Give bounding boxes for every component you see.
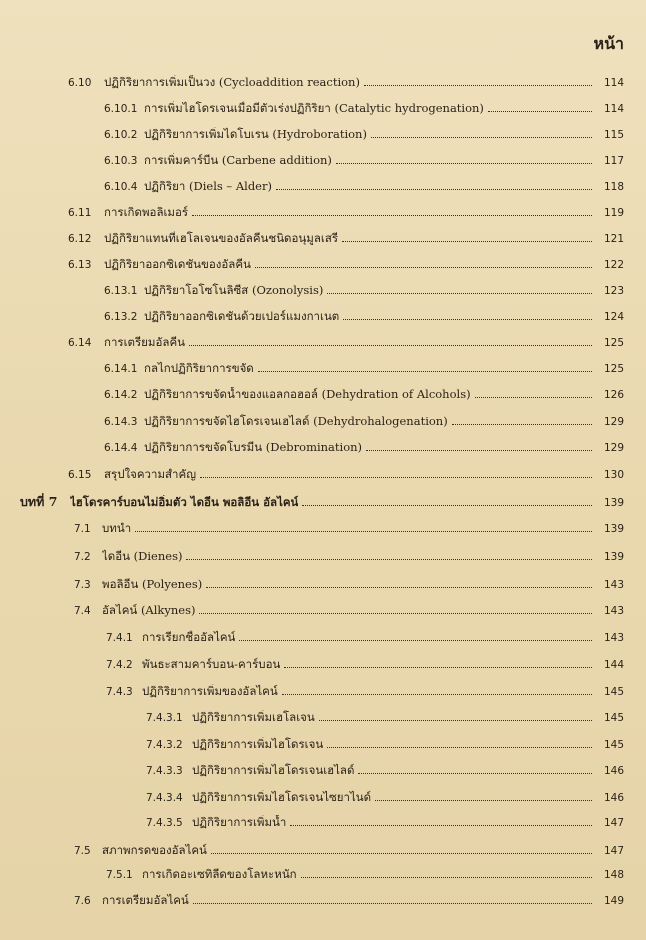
page-number: 149 [603, 895, 624, 907]
section-title: ปฏิกิริยาออกซิเดชันของอัลคีน [104, 257, 251, 271]
section-number: 7.5 [74, 845, 91, 857]
section-title: ปฏิกิริยาการเพิ่มไดโบเรน (Hydroboration) [144, 127, 367, 141]
section-number: 7.4 [74, 605, 91, 617]
page-number: 139 [603, 497, 624, 509]
section-title: ปฏิกิริยาแทนที่เฮโลเจนของอัลคีนชนิดอนุมูลเสรี [104, 231, 339, 245]
page-number: 114 [603, 77, 624, 89]
toc-entry [74, 521, 624, 537]
dot-leader [284, 667, 592, 668]
section-number: 7.4.2 [106, 659, 133, 671]
dot-leader [375, 800, 592, 801]
section-title: ปฏิกิริยาออกซิเดชันด้วยเปอร์แมงกาเนต [144, 309, 340, 323]
chapter-number: บทที่ 7 [20, 494, 58, 509]
toc-entry [104, 440, 624, 456]
dot-leader [211, 853, 592, 854]
toc-entry [104, 361, 624, 377]
dot-leader [258, 371, 592, 372]
section-title: ปฏิกิริยาการเพิ่มของอัลไคน์ [142, 684, 278, 698]
section-number: 6.12 [68, 233, 92, 245]
toc-entry [106, 630, 624, 646]
dot-leader [358, 773, 592, 774]
section-number: 6.13.2 [104, 311, 138, 323]
toc-entry [146, 815, 624, 831]
toc-entry [104, 179, 624, 195]
toc-entry [146, 790, 624, 806]
toc-entry [146, 763, 624, 779]
section-number: 7.6 [74, 895, 91, 907]
toc-chapter-entry [20, 494, 624, 511]
page-number: 125 [603, 363, 624, 375]
page-number: 125 [603, 337, 624, 349]
page-number: 147 [603, 817, 624, 829]
toc-entry [74, 893, 624, 909]
dot-leader [301, 877, 592, 878]
section-number: 6.13 [68, 259, 92, 271]
section-number: 6.14.3 [104, 416, 138, 428]
section-title: พอลิอีน (Polyenes) [102, 577, 203, 591]
dot-leader [192, 215, 592, 216]
section-number: 6.14.1 [104, 363, 138, 375]
page-number: 118 [603, 181, 624, 193]
dot-leader [371, 137, 592, 138]
section-number: 7.2 [74, 551, 91, 563]
toc-entry [106, 657, 624, 673]
dot-leader [200, 477, 592, 478]
toc-entry [68, 335, 624, 351]
page-number: 145 [603, 712, 624, 724]
page-number: 129 [603, 416, 624, 428]
dot-leader [452, 424, 592, 425]
section-number: 6.14.2 [104, 389, 138, 401]
page-number: 146 [603, 765, 624, 777]
page-number: 139 [603, 551, 624, 563]
toc-entry [74, 577, 624, 593]
page-number: 126 [603, 389, 624, 401]
dot-leader [302, 505, 592, 506]
dot-leader [290, 825, 592, 826]
toc-entry [146, 737, 624, 753]
section-number: 6.10.3 [104, 155, 138, 167]
chapter-title: ไฮโดรคาร์บอนไม่อิ่มตัว ไดอีน พอลิอีน อัลไคน์ [70, 495, 299, 509]
dot-leader [475, 397, 592, 398]
section-title: การเตรียมอัลคีน [104, 335, 185, 349]
section-title: บทนำ [102, 521, 132, 535]
page-number: 119 [603, 207, 624, 219]
section-title: อัลไคน์ (Alkynes) [102, 603, 196, 617]
section-number: 7.4.3.5 [146, 817, 183, 829]
dot-leader [342, 241, 592, 242]
section-number: 6.10 [68, 77, 92, 89]
section-title: ปฏิกิริยาการเพิ่มเป็นวง (Cycloaddition reaction) [104, 75, 360, 89]
page-number: 115 [603, 129, 624, 141]
toc-entry [104, 387, 624, 403]
dot-leader [319, 720, 592, 721]
page-number: 147 [603, 845, 624, 857]
toc-entry [68, 467, 624, 483]
dot-leader [189, 345, 592, 346]
page-column-header: หน้า [593, 34, 624, 53]
toc-entry [104, 153, 624, 169]
section-number: 6.13.1 [104, 285, 138, 297]
section-number: 7.4.3 [106, 686, 133, 698]
page-number: 130 [603, 469, 624, 481]
page-number: 143 [603, 605, 624, 617]
section-number: 6.15 [68, 469, 92, 481]
toc-entry [68, 231, 624, 247]
section-title: ปฏิกิริยาการขจัดไฮโดรเจนเฮไลด์ (Dehydrohalogenation) [144, 414, 448, 428]
section-title: ปฏิกิริยาการขจัดโบรมีน (Debromination) [144, 440, 363, 454]
page-number: 145 [603, 739, 624, 751]
section-title: สรุปใจความสำคัญ [104, 467, 197, 481]
toc-entry [68, 75, 624, 91]
toc-entry [68, 257, 624, 273]
page-number: 124 [603, 311, 624, 323]
section-number: 7.4.3.4 [146, 792, 183, 804]
dot-leader [276, 189, 592, 190]
dot-leader [255, 267, 592, 268]
dot-leader [186, 559, 592, 560]
toc-entry [146, 710, 624, 726]
section-number: 6.10.2 [104, 129, 138, 141]
section-title: การเตรียมอัลไคน์ [102, 893, 189, 907]
dot-leader [239, 640, 592, 641]
toc-entry [104, 283, 624, 299]
page-number: 144 [603, 659, 624, 671]
section-title: ปฏิกิริยาการเพิ่มเฮโลเจน [192, 710, 315, 724]
toc-entry [104, 127, 624, 143]
section-number: 7.4.3.2 [146, 739, 183, 751]
section-number: 7.4.1 [106, 632, 133, 644]
toc-entry [68, 205, 624, 221]
page-number: 143 [603, 579, 624, 591]
section-number: 7.4.3.3 [146, 765, 183, 777]
page-number: 122 [603, 259, 624, 271]
toc-entry [104, 309, 624, 325]
section-number: 6.11 [68, 207, 92, 219]
section-title: ปฏิกิริยาการเพิ่มน้ำ [192, 815, 287, 829]
page-number: 117 [603, 155, 624, 167]
dot-leader [199, 613, 592, 614]
dot-leader [366, 450, 592, 451]
section-title: การเพิ่มคาร์บีน (Carbene addition) [144, 153, 332, 167]
page-number: 146 [603, 792, 624, 804]
dot-leader [327, 747, 592, 748]
section-title: การเพิ่มไฮโดรเจนเมื่อมีตัวเร่งปฏิกิริยา (Catalytic hydrogenation) [144, 101, 484, 115]
toc-entry [104, 101, 624, 117]
page-number: 145 [603, 686, 624, 698]
section-title: การเกิดอะเซทิลีดของโลหะหนัก [142, 867, 297, 881]
section-title: พันธะสามคาร์บอน-คาร์บอน [142, 657, 281, 671]
dot-leader [282, 694, 592, 695]
dot-leader [206, 587, 592, 588]
dot-leader [488, 111, 592, 112]
section-number: 7.3 [74, 579, 91, 591]
section-title: ไดอีน (Dienes) [102, 549, 183, 563]
page-number: 129 [603, 442, 624, 454]
section-number: 6.14.4 [104, 442, 138, 454]
section-title: สภาพกรดของอัลไคน์ [102, 843, 207, 857]
page-number: 148 [603, 869, 624, 881]
section-title: ปฏิกิริยาการเพิ่มไฮโดรเจนไซยาไนด์ [192, 790, 372, 804]
section-number: 6.10.1 [104, 103, 138, 115]
dot-leader [135, 531, 592, 532]
page-number: 139 [603, 523, 624, 535]
toc-entry [104, 414, 624, 430]
toc-entry [106, 867, 624, 883]
section-title: ปฏิกิริยาการขจัดน้ำของแอลกอฮอล์ (Dehydration of Alcohols) [144, 387, 471, 401]
section-number: 7.1 [74, 523, 91, 535]
page-number: 114 [603, 103, 624, 115]
section-title: ปฏิกิริยาโอโซโนลิซีส (Ozonolysis) [144, 283, 324, 297]
section-number: 7.4.3.1 [146, 712, 183, 724]
section-number: 6.14 [68, 337, 92, 349]
toc-entry [74, 603, 624, 619]
section-title: ปฏิกิริยาการเพิ่มไฮโดรเจนเฮไลด์ [192, 763, 355, 777]
page-number: 143 [603, 632, 624, 644]
section-title: ปฏิกิริยา (Diels – Alder) [144, 179, 272, 193]
section-title: การเกิดพอลิเมอร์ [104, 205, 189, 219]
dot-leader [193, 903, 592, 904]
dot-leader [343, 319, 592, 320]
toc-entry [74, 843, 624, 859]
dot-leader [364, 85, 592, 86]
page-number: 121 [603, 233, 624, 245]
section-title: การเรียกชื่ออัลไคน์ [142, 630, 236, 644]
page-number: 123 [603, 285, 624, 297]
dot-leader [327, 293, 592, 294]
section-title: กลไกปฏิกิริยาการขจัด [144, 361, 254, 375]
section-number: 6.10.4 [104, 181, 138, 193]
section-number: 7.5.1 [106, 869, 133, 881]
toc-entry [74, 549, 624, 565]
section-title: ปฏิกิริยาการเพิ่มไฮโดรเจน [192, 737, 324, 751]
toc-entry [106, 684, 624, 700]
dot-leader [336, 163, 592, 164]
